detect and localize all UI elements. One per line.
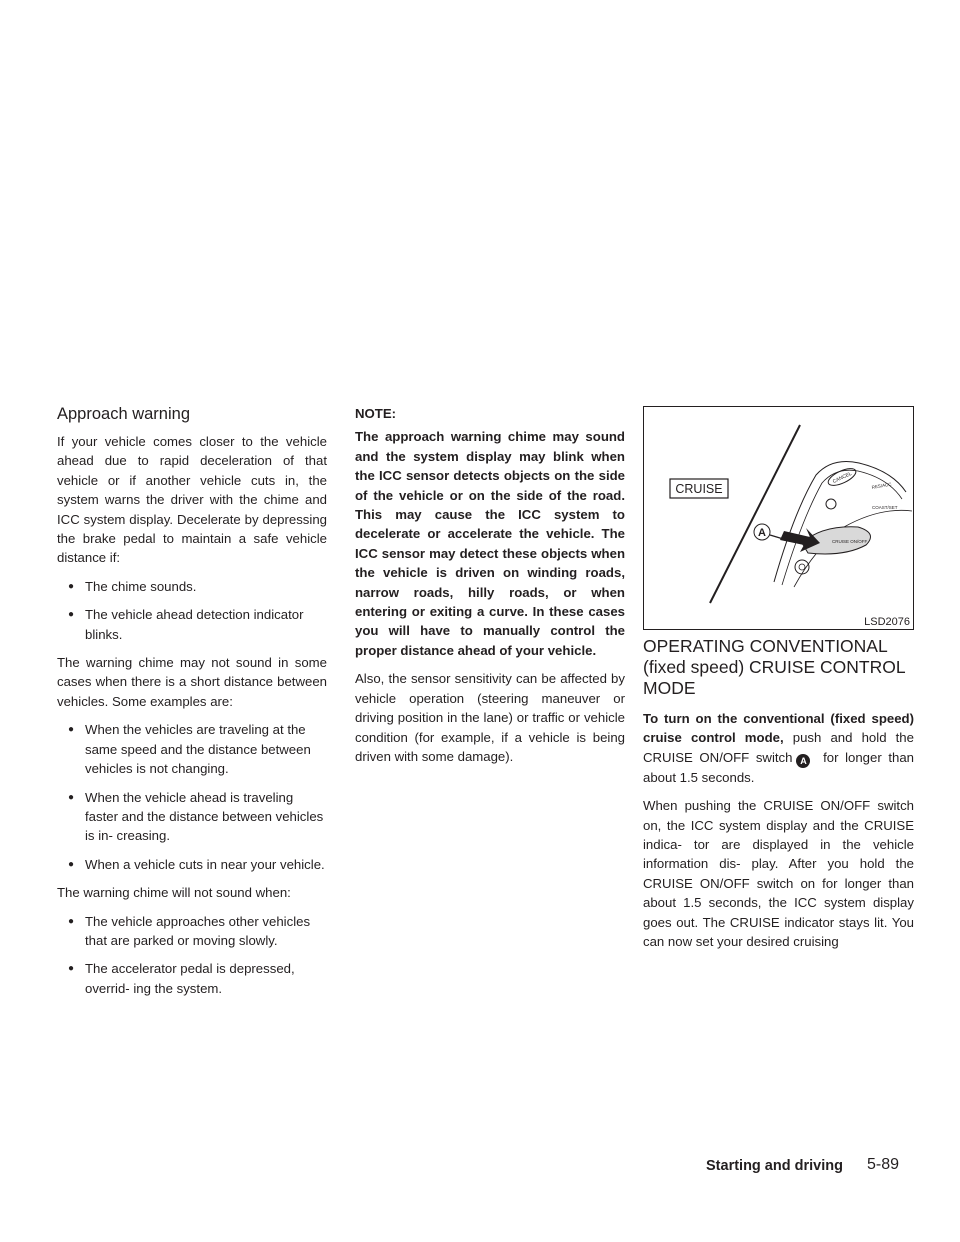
paragraph: The warning chime will not sound when: bbox=[57, 885, 291, 901]
list-item: ● When a vehicle cuts in near your vehicle. bbox=[57, 855, 327, 874]
resume-label: RES/ACC bbox=[871, 481, 892, 490]
paragraph: Also, the sensor sensitivity can be affected by vehicle operation (steering maneuver or driving position in the lane) or traffic or vehicle condition (for example, if a vehicle is being driven with some damage). bbox=[355, 671, 625, 764]
figure-code: LSD2076 bbox=[864, 616, 910, 628]
column-middle bbox=[355, 404, 625, 775]
paragraph: The warning chime may not sound in some cases when there is a short distance between vehicles. Some examples are: bbox=[57, 655, 327, 709]
cancel-button-label: CANCEL bbox=[831, 470, 853, 485]
steering-switch-illustration bbox=[644, 407, 913, 629]
list-item: ● The vehicle ahead detection indicator blinks. bbox=[57, 605, 327, 644]
cruise-onoff-label: CRUISE ON/OFF bbox=[832, 539, 868, 544]
list-item: ● When the vehicles are traveling at the same speed and the distance between vehicles is not changing. bbox=[57, 720, 327, 778]
note-label: NOTE: bbox=[355, 406, 397, 421]
column-right bbox=[643, 636, 914, 960]
paragraph-text: for longer than about 1.5 seconds. bbox=[643, 749, 914, 785]
cruise-label: CRUISE bbox=[675, 482, 723, 496]
note-text: The approach warning chime may sound and the system display may blink when the ICC sensor detects objects on the side of the vehicle or on the side of the road. This may cause the ICC system to decelerate or accelerate the vehicle. The ICC sensor may detect these objects when the vehicle is driven on winding roads, narrow roads, hilly roads, or when entering or exiting a curve. In these cases you will have to manually control the proper distance ahead of your vehicle. bbox=[355, 429, 625, 658]
marker-a: A bbox=[796, 754, 810, 768]
list-item: ● The chime sounds. bbox=[57, 577, 327, 596]
callout-a: A bbox=[758, 527, 766, 539]
list-item: ● The vehicle approaches other vehicles that are parked or moving slowly. bbox=[57, 912, 327, 951]
column-left bbox=[57, 404, 327, 1007]
paragraph-text: push and hold the CRUISE ON/OFF switch bbox=[643, 730, 914, 765]
list-item: ● When the vehicle ahead is traveling faster and the distance between vehicles is in- creasing. bbox=[57, 788, 327, 846]
paragraph: When pushing the CRUISE ON/OFF switch on, the ICC system display and the CRUISE indica- tor are displayed in the vehicle information dis- play. After you hold the CRUISE ON/OFF switch on for longer than about 1.5 seconds, the ICC system display goes out. The CRUISE indicator stays lit. You can now set your desired cruising bbox=[643, 798, 914, 950]
bold-lead: To turn on the conventional (fixed speed) cruise control mode, bbox=[643, 711, 914, 746]
footer-section-title: Starting and driving bbox=[706, 1158, 843, 1174]
paragraph bbox=[643, 709, 914, 787]
bullet-list bbox=[57, 912, 327, 999]
cruise-switch-figure bbox=[643, 406, 914, 630]
page-number: 5-89 bbox=[867, 1156, 900, 1173]
list-item: ● The accelerator pedal is depressed, overrid- ing the system. bbox=[57, 959, 327, 998]
bullet-list bbox=[57, 720, 327, 874]
approach-warning-heading: Approach warning bbox=[57, 405, 190, 423]
section-heading: OPERATING CONVENTIONAL (fixed speed) CRUISE CONTROL MODE bbox=[643, 636, 905, 698]
set-label: COAST/SET bbox=[872, 505, 898, 510]
bullet-list bbox=[57, 577, 327, 644]
paragraph: If your vehicle comes closer to the vehicle ahead due to rapid deceleration of that vehicle or if another vehicle cuts in, the system warns the driver with the chime and ICC system display. Decelerate by depressing the brake pedal to maintain a safe vehicle distance if: bbox=[57, 434, 327, 566]
